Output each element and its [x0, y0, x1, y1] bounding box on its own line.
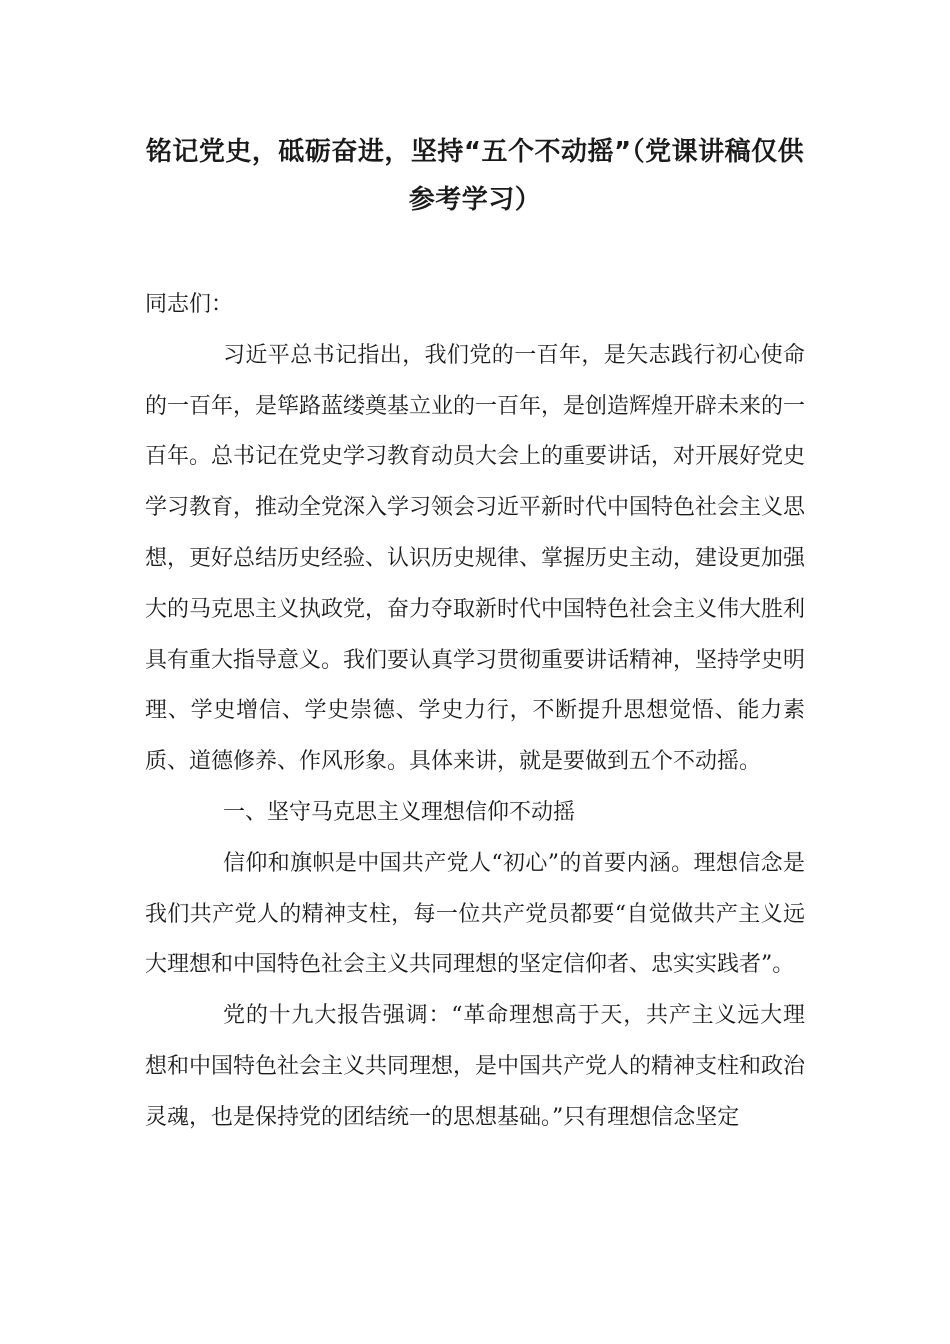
paragraph-intro: 习近平总书记指出，我们党的一百年，是矢志践行初心使命的一百年，是筚路蓝缕奠基立业的一百年，是创造辉煌开辟未来的一百年。总书记在党史学习教育动员大会上的重要讲话，对开展好党史学习教育，推动全党深入学习领会习近平新时代中国特色社会主义思想，更好总结历史经验、认识历史规律、掌握历史主动，建设更加强大的马克思主义执政党，奋力夺取新时代中国特色社会主义伟大胜利具有重大指导意义。我们要认真学习贯彻重要讲话精神，坚持学史明理、学史增信、学史崇德、学史力行，不断提升思想觉悟、能力素质、道德修养、作风形象。具体来讲，就是要做到五个不动摇。: [145, 342, 806, 775]
salutation: 同志们：: [145, 292, 234, 317]
section-heading-1: 一、坚守马克思主义理想信仰不动摇: [223, 799, 576, 825]
paragraph-belief: 信仰和旗帜是中国共产党人“初心”的首要内涵。理想信念是我们共产党人的精神支柱，每一位共产党员都要“自觉做共产主义远大理想和中国特色社会主义共同理想的坚定信仰者、忠实实践者”。: [145, 850, 805, 978]
paragraph-report-quote: 党的十九大报告强调：“革命理想高于天，共产主义远大理想和中国特色社会主义共同理想，是中国共产党人的精神支柱和政治灵魂，也是保持党的团结统一的思想基础。”只有理想信念坚定: [145, 1003, 806, 1130]
document-body: [145, 280, 805, 1144]
document-title: 铭记党史，砥砺奋进，坚持“五个不动摇”（党课讲稿仅供参考学习）: [145, 137, 805, 215]
